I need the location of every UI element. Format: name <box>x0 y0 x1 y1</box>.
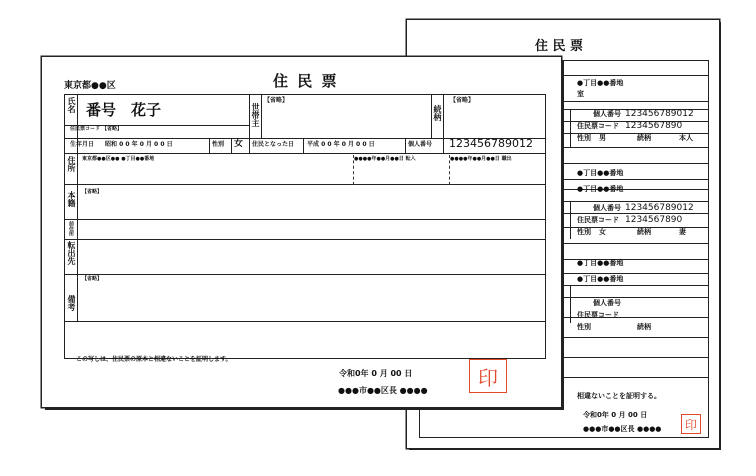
birth-label: 生年月日 <box>70 141 95 148</box>
back-p2-mynumber-label: 個人番号 <box>593 204 621 212</box>
back-p2-sex-label: 性別 <box>577 228 591 236</box>
back-addr-line: ●丁目●●番地 <box>577 79 624 87</box>
remarks-omitted: 【省略】 <box>82 276 103 282</box>
became-resident-date: 平成 0 0 年 0 月 0 0 日 <box>307 141 375 148</box>
seal-stamp: 印 <box>469 359 507 393</box>
mynumber-value: 123456789012 <box>449 137 533 150</box>
front-title: 住 民 票 <box>273 72 339 90</box>
issue-date: 令和0年 0 月 00 日 <box>339 369 413 378</box>
back-p2-sex: 女 <box>599 228 606 236</box>
moved-in-date: ●●●●年●●月●●日 転入 <box>354 156 416 162</box>
mynumber-label: 個人番号 <box>408 141 433 148</box>
back-p2-addr-b: ●丁目●●番地 <box>577 275 624 283</box>
back-p1-addr-a: ●丁目●●番地 <box>577 169 624 177</box>
resident-code-label: 住民票コード <box>70 126 101 132</box>
address-label: 住所 <box>67 156 76 172</box>
certification-text: この写しは、住民票の原本と相違ないことを証明します。 <box>76 356 232 363</box>
move-destination-label: 転出先 <box>67 241 76 265</box>
head-of-household-omitted: 【省略】 <box>264 97 289 104</box>
back-title: 住 民 票 <box>535 39 584 54</box>
relation-omitted: 【省略】 <box>450 97 475 104</box>
back-p2-mynumber: 123456789012 <box>625 203 694 213</box>
moved-out-date: ●●●●年●●月●●日 職出 <box>450 156 512 162</box>
front-table <box>64 94 546 359</box>
sex-label: 性別 <box>212 141 225 148</box>
back-addr-room: 室 <box>577 90 584 98</box>
back-p1-relation: 本人 <box>679 134 693 142</box>
resident-code-omitted: 【省略】 <box>102 126 123 132</box>
resident-name: 番号 花子 <box>86 101 162 119</box>
relation-label: 続柄 <box>433 105 442 121</box>
back-p1-mynumber: 123456789012 <box>625 109 694 119</box>
birth-date: 昭和 0 0 年 0 月 0 0 日 <box>105 141 173 148</box>
back-p2-addr-a: ●丁目●●番地 <box>577 259 624 267</box>
honseki-label: 本籍 <box>67 191 76 207</box>
back-p1-sex-label: 性別 <box>577 134 591 142</box>
back-p1-mynumber-label: 個人番号 <box>593 110 621 118</box>
back-p1-addr-b: ●丁目●●番地 <box>577 185 624 193</box>
back-p3-relation-label: 続柄 <box>637 323 651 331</box>
back-issue-date: 令和0年 0 月 00 日 <box>583 411 648 419</box>
back-p2-relation: 妻 <box>679 228 686 236</box>
back-seal-stamp: 印 <box>681 414 701 434</box>
back-p2-resident-code: 1234567890 <box>625 215 683 225</box>
front-ward: 東京都●●区 <box>64 81 116 91</box>
front-document-sheet <box>42 57 561 407</box>
became-resident-label: 住民となった日 <box>252 141 295 148</box>
back-signer: ●●●市●●区長 ●●●● <box>583 425 662 433</box>
address-value: 東京都●●区●● ●丁目●●番地 <box>82 156 155 162</box>
name-label: 氏名 <box>67 97 76 113</box>
back-p3-resident-code-label: 住民票コード <box>577 311 619 319</box>
back-p1-relation-label: 続柄 <box>637 134 651 142</box>
back-p1-resident-code-label: 住民票コード <box>577 122 619 130</box>
sex-value: 女 <box>234 139 244 149</box>
back-certification-text: 相違ないことを証明する。 <box>577 392 661 400</box>
signer-name: ●●●市●●区長 ●●●● <box>338 386 428 395</box>
remarks-label: 備考 <box>67 295 76 311</box>
head-of-household-label: 世帯主 <box>251 103 260 127</box>
honseki-omitted: 【省略】 <box>82 189 103 195</box>
back-p1-sex: 男 <box>599 134 606 142</box>
back-p2-relation-label: 続柄 <box>637 228 651 236</box>
previous-address-label: 前住所 <box>68 221 74 236</box>
back-p1-resident-code: 1234567890 <box>625 121 683 131</box>
back-p3-mynumber-label: 個人番号 <box>593 299 621 307</box>
back-p2-resident-code-label: 住民票コード <box>577 216 619 224</box>
back-p3-sex-label: 性別 <box>577 323 591 331</box>
